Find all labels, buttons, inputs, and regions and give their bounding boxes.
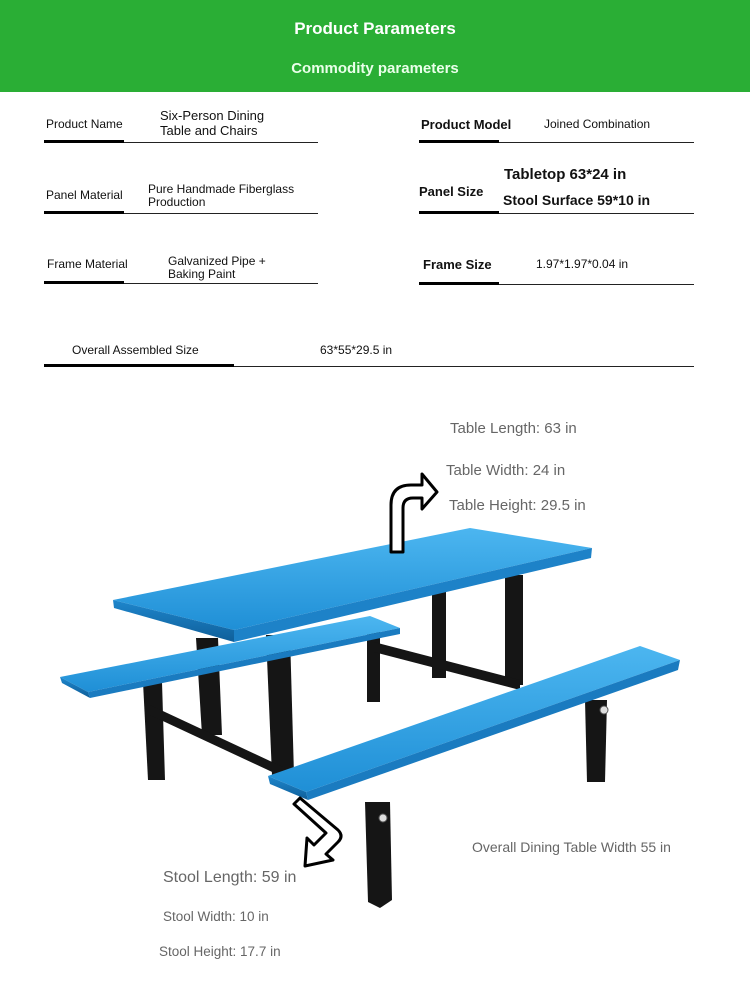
table-width-label: Table Width: 24 in: [446, 462, 566, 479]
frame-material-line2: Baking Paint: [168, 267, 236, 281]
table-height-label: Table Height: 29.5 in: [449, 497, 586, 514]
panel-material-value: [148, 183, 294, 209]
arrow-down-left-icon: [294, 798, 341, 866]
divider-line: [419, 213, 694, 214]
product-model-value: Joined Combination: [544, 117, 651, 131]
product-name-value: [160, 108, 264, 138]
frame-size-value: 1.97*1.97*0.04 in: [536, 257, 629, 271]
overall-size-label: Overall Assembled Size: [72, 343, 199, 357]
stool-width-label: Stool Width: 10 in: [163, 909, 269, 924]
panel-material-line1: Pure Handmade Fiberglass: [148, 182, 295, 196]
divider-line: [44, 142, 318, 143]
stool-length-label: Stool Length: 59 in: [163, 869, 297, 886]
frame-size-label: Frame Size: [423, 257, 492, 272]
divider-line: [419, 142, 694, 143]
page-subtitle: Commodity parameters: [291, 60, 459, 77]
table-length-label: Table Length: 63 in: [450, 420, 577, 437]
panel-material-line2: Production: [148, 195, 206, 209]
panel-size-line2: Stool Surface 59*10 in: [503, 192, 651, 208]
product-model-label: Product Model: [421, 117, 512, 132]
dining-table-illustration: [0, 380, 750, 980]
frame-material-label: Frame Material: [47, 257, 128, 271]
panel-material-label: Panel Material: [46, 188, 123, 202]
header-banner: [0, 0, 750, 92]
product-name-line1: Six-Person Dining: [160, 108, 265, 123]
overall-width-label: Overall Dining Table Width 55 in: [472, 839, 671, 855]
frame-material-value: [168, 255, 266, 281]
product-name-label: Product Name: [46, 117, 123, 131]
divider-line: [419, 284, 694, 285]
frame-material-line1: Galvanized Pipe +: [168, 254, 266, 268]
divider-line: [44, 283, 318, 284]
panel-size-label: Panel Size: [419, 184, 484, 199]
page-title: Product Parameters: [294, 19, 456, 38]
divider-line: [44, 366, 694, 367]
divider-line: [44, 213, 318, 214]
product-name-line2: Table and Chairs: [160, 123, 258, 138]
stool-height-label: Stool Height: 17.7 in: [159, 944, 281, 959]
panel-size-line1: Tabletop 63*24 in: [504, 166, 627, 183]
overall-size-value: 63*55*29.5 in: [320, 343, 393, 357]
